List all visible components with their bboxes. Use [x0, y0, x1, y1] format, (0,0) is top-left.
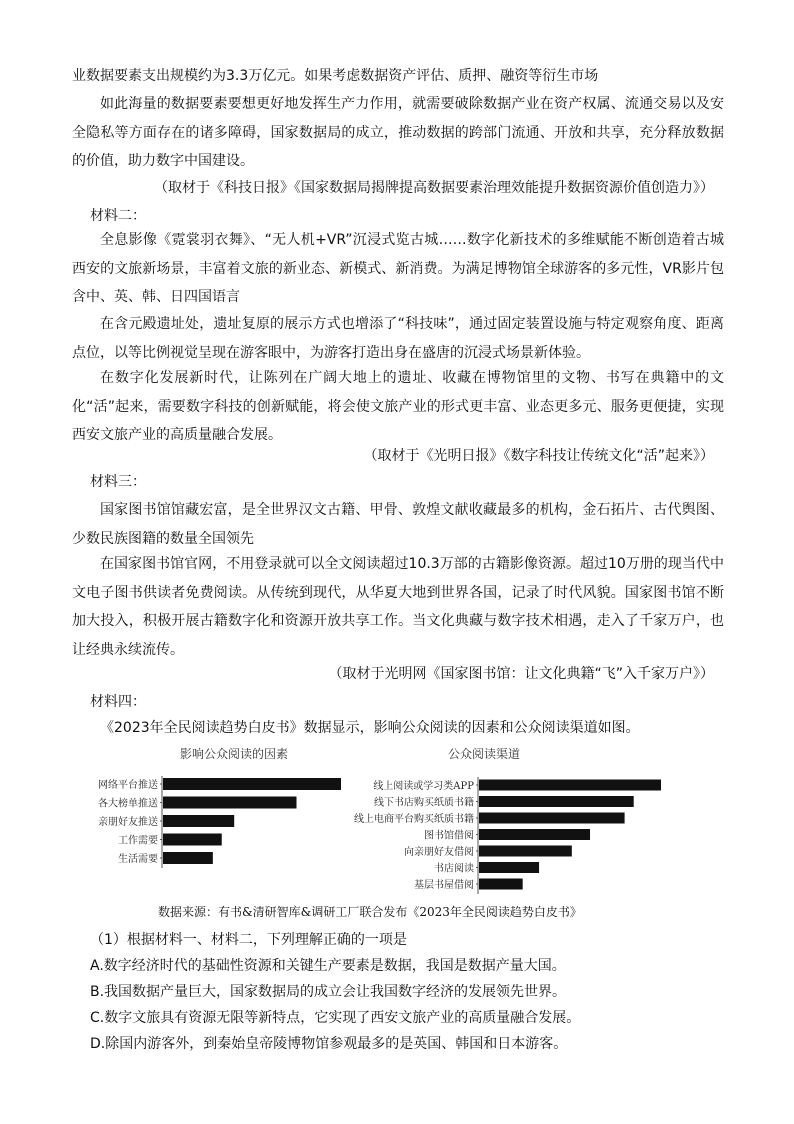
paragraph-xian-holographic: 全息影像《霓裳羽衣舞》、“无人机+VR”沉浸式览古城……数字化新技术的多维赋能不断创造着古城西安的文旅新场景，丰富着文旅的新业态、新模式、新消费。为满足博物馆全球游客的多元性，VR影片包含中、英、韩、日四国语言	[72, 232, 724, 305]
bar	[479, 813, 625, 824]
category-label: 图书馆借阅	[424, 830, 474, 842]
question-stem: （1）根据材料一、材料二，下列理解正确的一项是	[90, 932, 407, 948]
option-b: B.我国数据产量巨大，国家数据局的成立会让我国数字经济的发展领先世界。	[90, 984, 567, 1000]
category-label: 线下书店购买纸质书籍	[374, 797, 474, 809]
option-a: A.数字经济时代的基础性资源和关键生产要素是数据，我国是数据产量大国。	[90, 958, 566, 974]
paragraph-library-website: 在国家图书馆官网，不用登录就可以全文阅读超过10.3万部的古籍影像资源。超过10万册的现当代中文电子图书供读者免费阅读。从传统到现代，从华夏大地到世界各国，记录了时代风貌。国家图书馆不断加大投入，积极开展古籍数字化和资源开放共享工作。当文化典藏与数字技术相遇，走入了千家万户，也让经典永续流传。	[72, 556, 724, 658]
paragraph-national-library: 国家图书馆馆藏宏富，是全世界汉文古籍、甲骨、敦煌文献收藏最多的机构，金石拓片、古代舆图、少数民族图籍的数量全国领先	[72, 502, 724, 547]
reading-factors-chart	[88, 742, 358, 894]
bar	[163, 797, 297, 809]
category-label: 网络平台推送	[98, 780, 158, 791]
bar	[479, 846, 572, 857]
source-citation-2: （取材于《光明日报》《数字科技让传统文化“活”起来》）	[363, 448, 714, 464]
category-label: 工作需要	[118, 835, 158, 847]
paragraph-hanyuan-hall: 在含元殿遗址处，遗址复原的展示方式也增添了“科技味”，通过固定装置设施与特定观察角度、距离点位，以等比例视觉呈现在游客眼中，为游客打造出身在盛唐的沉浸式场景新体验。	[72, 316, 724, 361]
material-two-heading: 材料二：	[90, 208, 146, 224]
bar	[163, 852, 213, 864]
category-label: 向亲朋好友借阅	[404, 847, 474, 858]
bar	[479, 862, 539, 873]
chart-title: 影响公众阅读的因素	[180, 747, 289, 761]
source-citation-1: （取材于《科技日报》《国家数据局揭牌提高数据要素治理效能提升数据资源价值创造力》）	[154, 180, 714, 196]
category-label: 生活需要	[118, 854, 158, 865]
bar	[163, 778, 341, 790]
bar	[479, 780, 661, 791]
material-three-heading: 材料三：	[90, 474, 146, 490]
option-c: C.数字文旅具有资源无限等新特点，它实现了西安文旅产业的高质量融合发展。	[90, 1010, 581, 1026]
bar	[479, 796, 634, 807]
category-label: 线上电商平台购买纸质书籍	[354, 814, 474, 825]
paragraph-digital-era: 在数字化发展新时代，让陈列在广阔大地上的遗址、收藏在博物馆里的文物、书写在典籍中的文化“活”起来，需要数字科技的创新赋能，将会使文旅产业的形式更丰富、业态更多元、服务更便捷，实现西安文旅产业的高质量融合发展。	[72, 370, 724, 443]
category-label: 亲朋好友推送	[98, 817, 158, 828]
option-d: D.除国内游客外，到秦始皇帝陵博物馆参观最多的是英国、韩国和日本游客。	[90, 1036, 568, 1052]
category-label: 基层书屋借阅	[414, 880, 474, 891]
paragraph-data-bureau: 如此海量的数据要素要想更好地发挥生产力作用，就需要破除数据产业在资产权属、流通交易以及安全隐私等方面存在的诸多障碍，国家数据局的成立，推动数据的跨部门流通、开放和共享，充分释放数据的价值，助力数字中国建设。	[72, 96, 724, 169]
bar	[479, 829, 590, 840]
category-label: 书店阅读	[434, 863, 474, 875]
bar	[479, 879, 523, 890]
material-four-heading: 材料四：	[90, 694, 146, 710]
bar	[163, 815, 234, 827]
category-label: 线上阅读或学习类APP	[373, 781, 474, 792]
paragraph-continuation: 业数据要素支出规模约为3.3万亿元。如果考虑数据资产评估、质押、融资等衍生市场	[72, 68, 599, 84]
category-label: 各大榜单推送	[98, 798, 158, 810]
reading-channels-chart	[338, 742, 678, 894]
bar	[163, 834, 222, 846]
source-citation-3: （取材于光明网《国家图书馆：让文化典籍“飞”入千家万户》）	[328, 666, 714, 682]
chart-data-source-caption: 数据来源：有书&清研智库&调研工厂联合发布《2023年全民阅读趋势白皮书》	[158, 905, 582, 919]
paragraph-reading-whitepaper: 《2023年全民阅读趋势白皮书》数据显示，影响公众阅读的因素和公众阅读渠道如图。	[100, 720, 640, 736]
chart-title: 公众阅读渠道	[448, 747, 521, 761]
